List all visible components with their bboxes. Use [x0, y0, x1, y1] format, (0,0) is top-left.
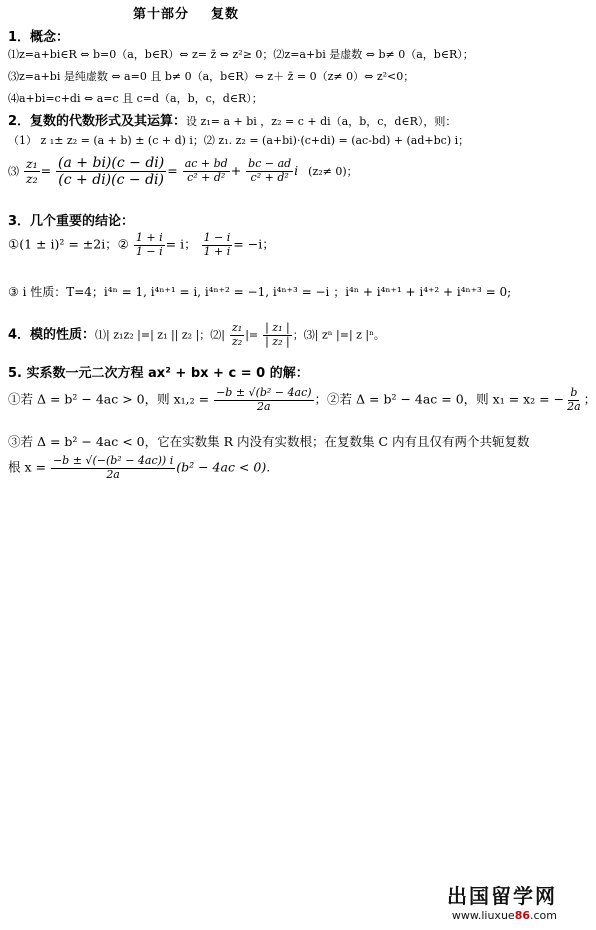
text: (b² − 4ac < 0). [176, 459, 271, 475]
section-2-division-formula: ⑶ $\frac{\text{z₁}}{\text{z₂}}$ = $\frac{(a + bi)(c - di)}{(c + di)(c - di)}$ = $\frac{ac + bd}{\text{c² + d²}}$ + $\frac{bc - ad}{\text{c² + d²}}$ i (z₂≠ 0)； [8, 155, 358, 189]
denominator: c² + d² [250, 171, 289, 185]
section-2-heading: 2．复数的代数形式及其运算： [8, 114, 187, 129]
section-2-line-1: （1） z ₁± z₂ = (a + b) ± (c + d) i；⑵ z₁. z₂ = (a+bi)·(c+di) = (ac-bd) + (ad+bc) i； [8, 134, 470, 147]
text: = i； [165, 236, 197, 252]
denominator: 1 + i [203, 244, 231, 258]
title-part: 第十部分 [133, 7, 190, 22]
fraction [230, 322, 244, 348]
section-2-heading-tail: 设 z₁= a + bi ，z₂ = c + di（a，b，c，d∈R），则： [186, 115, 457, 128]
text: ①若 Δ = b² − 4ac > 0，则 x₁,₂ = [8, 391, 210, 407]
fraction [202, 232, 233, 258]
denominator: (c + di)(c − di) [58, 172, 164, 189]
fraction [56, 155, 166, 188]
text: ； [583, 391, 596, 407]
numerator: ac + bd [184, 157, 228, 171]
section-1-heading: 1．概念： [8, 30, 70, 45]
fraction [263, 322, 292, 348]
fraction [24, 157, 40, 187]
denominator: c² + d² [187, 171, 226, 185]
section-2-heading-row [8, 110, 456, 129]
text: ；⑶| zⁿ |=| z |ⁿ。 [292, 328, 385, 342]
numerator: −b ± √(b² − 4ac) [216, 386, 312, 399]
watermark-url: www.liuxue86.com [451, 909, 557, 922]
formula-tail: (z₂≠ 0)； [308, 165, 358, 179]
section-1-line-2: ⑶z=a+bi 是纯虚数 ⇔ a=0 且 b≠ 0（a，b∈R）⇔ z＋ z̄ = 0（z≠ 0）⇔ z²<0； [8, 70, 415, 83]
section-5-line-2: ③若 Δ = b² − 4ac < 0，它在实数集 R 内没有实数根；在复数集 C 内有且仅有两个共轭复数 [8, 434, 530, 449]
text: |= [245, 328, 259, 342]
text: ⑴| z₁z₂ |=| z₁ || z₂ |；⑵| [95, 328, 226, 342]
section-5-line-1 [8, 387, 596, 413]
section-5-line-3 [8, 455, 270, 481]
text: 根 x = [8, 459, 46, 475]
text: = −i； [233, 236, 275, 252]
denominator: 2a [257, 399, 271, 413]
numerator: (a + bi)(c − di) [58, 155, 165, 171]
denominator: 2a [567, 399, 581, 413]
section-4-row [8, 322, 385, 348]
fraction [183, 158, 230, 184]
fraction [214, 387, 313, 413]
section-3-line-2: ③ i 性质：T=4；i⁴ⁿ = 1, i⁴ⁿ⁺¹ = i, i⁴ⁿ⁺² = −1, i⁴ⁿ⁺³ = −i ；i⁴ⁿ + i⁴ⁿ⁺¹ + i⁴⁺² + i⁴ⁿ⁺³ = 0; [8, 285, 512, 299]
numerator: z₁ [232, 321, 243, 334]
denominator: 2a [106, 467, 120, 481]
denominator: z₂ [25, 171, 38, 187]
section-4-heading: 4．模的性质： [8, 327, 96, 343]
numerator: 1 + i [135, 231, 163, 244]
site-watermark [447, 880, 557, 922]
section-3-heading: 3．几个重要的结论： [8, 214, 135, 229]
section-1-line-3: ⑷a+bi=c+di ⇔ a=c 且 c=d（a，b，c，d∈R）； [8, 92, 263, 105]
numerator: 1 − i [203, 231, 231, 244]
section-1-line-1: ⑴z=a+bi∈R ⇔ b=0（a，b∈R）⇔ z= z̄ ⇔ z²≥ 0；⑵z=a+bi 是虚数 ⇔ b≠ 0（a，b∈R）； [8, 48, 474, 61]
fraction [134, 232, 165, 258]
watermark-cn: 出国留学网 [447, 884, 557, 908]
numerator: bc − ad [248, 157, 292, 171]
numerator: −b ± √(−(b² − 4ac)) i [52, 454, 174, 467]
denominator: | z₂ | [265, 334, 290, 348]
formula-prefix: ⑶ [8, 165, 19, 179]
text: ①(1 ± i)² = ±2i；② [8, 236, 129, 252]
title-topic: 复数 [211, 7, 240, 22]
text: ；②若 Δ = b² − 4ac = 0，则 x₁ = x₂ = − [314, 391, 565, 407]
section-3-line-1 [8, 232, 275, 258]
section-5-heading: 5. 实系数一元二次方程 ax² + bx + c = 0 的解： [8, 366, 309, 381]
page-title [133, 3, 239, 22]
fraction [51, 455, 175, 481]
numerator: z₁ [25, 155, 38, 171]
denominator: z₂ [232, 334, 243, 348]
fraction [246, 158, 293, 184]
numerator: b [570, 386, 578, 399]
numerator: | z₁ | [265, 321, 290, 334]
denominator: 1 − i [135, 244, 163, 258]
fraction [565, 387, 583, 413]
